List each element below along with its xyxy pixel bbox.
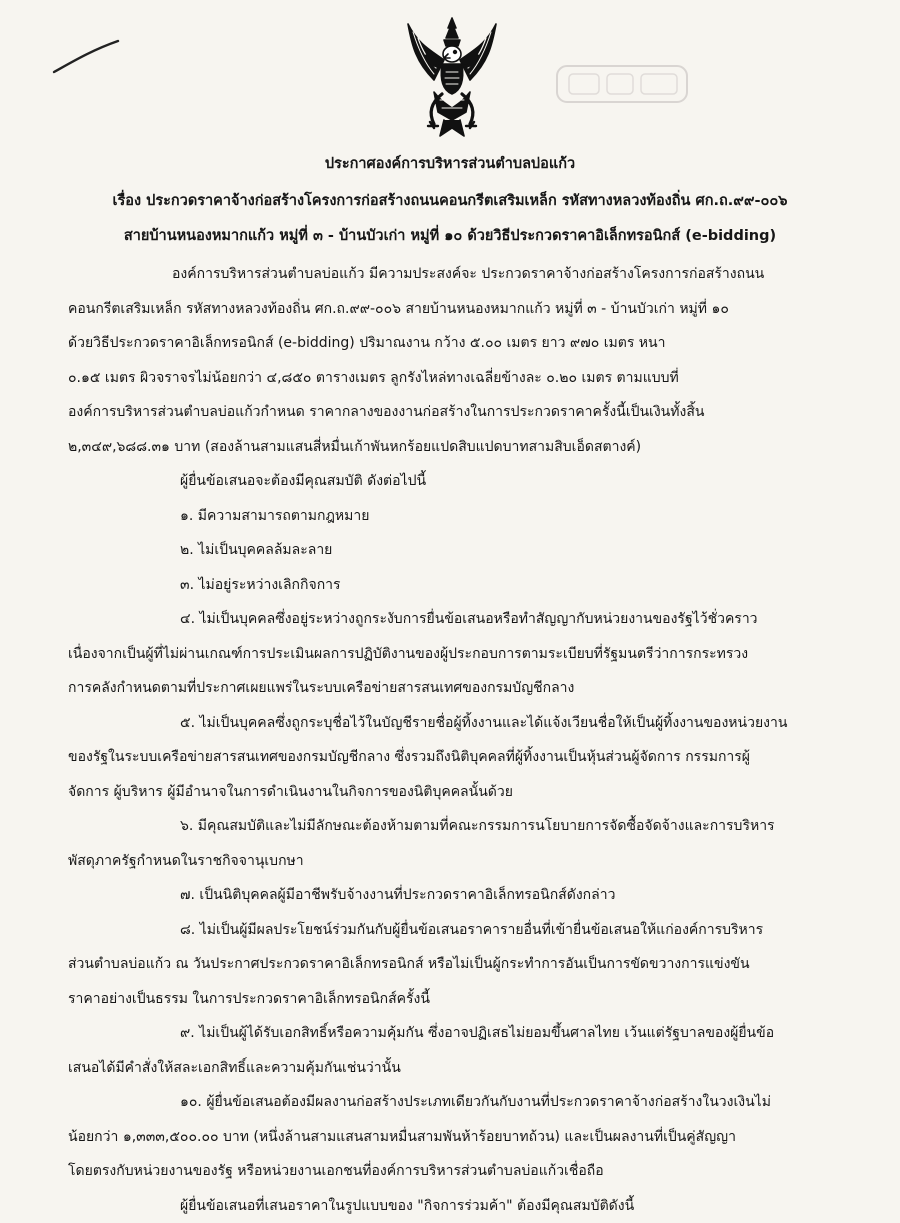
qualification-item-8-line-2: ส่วนตำบลบ่อแก้ว ณ วันประกาศประกวดราคาอิเล็กทรอนิกส์ หรือไม่เป็นผู้กระทำการอันเป็นการขัดขวางการแข่งขัน [68, 947, 832, 982]
subject-line-2-wrap [60, 224, 840, 247]
qualification-item-8-line-1: ๘. ไม่เป็นผู้มีผลประโยชน์ร่วมกันกับผู้ยื่นข้อเสนอราคารายอื่นที่เข้ายื่นข้อเสนอให้แก่องค์การบริหาร [68, 913, 832, 948]
qualification-item-10-line-3: โดยตรงกับหน่วยงานของรัฐ หรือหน่วยงานเอกชนที่องค์การบริหารส่วนตำบลบ่อแก้วเชื่อถือ [68, 1154, 832, 1189]
qualification-item-4-line-3: การคลังกำหนดตามที่ประกาศเผยแพร่ในระบบเครือข่ายสารสนเทศของกรมบัญชีกลาง [68, 671, 832, 706]
org-announcement-title: ประกาศองค์การบริหารส่วนตำบลบ่อแก้ว [60, 152, 840, 175]
joint-venture-heading: ผู้ยื่นข้อเสนอที่เสนอราคาในรูปแบบของ "กิจการร่วมค้า" ต้องมีคุณสมบัติดังนี้ [68, 1189, 832, 1223]
intro-line-3: ด้วยวิธีประกวดราคาอิเล็กทรอนิกส์ (e-bidding) ปริมาณงาน กว้าง ๕.๐๐ เมตร ยาว ๙๗๐ เมตร หนา [68, 326, 832, 361]
intro-line-1: องค์การบริหารส่วนตำบลบ่อแก้ว มีความประสงค์จะ ประกวดราคาจ้างก่อสร้างโครงการก่อสร้างถนน [68, 257, 832, 292]
qualification-item-5-line-3: จัดการ ผู้บริหาร ผู้มีอำนาจในการดำเนินงานในกิจการของนิติบุคคลนั้นด้วย [68, 775, 832, 810]
qualification-item-10-line-2: น้อยกว่า ๑,๓๓๓,๕๐๐.๐๐ บาท (หนึ่งล้านสามแสนสามหมื่นสามพันห้าร้อยบาทถ้วน) และเป็นผลงานที่เป็นคู่สัญญา [68, 1120, 832, 1155]
qualification-item-3: ๓. ไม่อยู่ระหว่างเลิกกิจการ [68, 568, 832, 603]
qualification-item-4-line-1: ๔. ไม่เป็นบุคคลซึ่งอยู่ระหว่างถูกระงับการยื่นข้อเสนอหรือทำสัญญากับหน่วยงานของรัฐไว้ชั่วคราว [68, 602, 832, 637]
intro-line-2: คอนกรีตเสริมเหล็ก รหัสทางหลวงท้องถิ่น ศก.ถ.๙๙-๐๐๖ สายบ้านหนองหมากแก้ว หมู่ที่ ๓ - บ้านบัวเก่า หมู่ที่ ๑๐ [68, 292, 832, 327]
subject-line-1-wrap [60, 189, 840, 212]
qualification-item-6-line-1: ๖. มีคุณสมบัติและไม่มีลักษณะต้องห้ามตามที่คณะกรรมการนโยบายการจัดซื้อจัดจ้างและการบริหาร [68, 809, 832, 844]
qualification-item-2: ๒. ไม่เป็นบุคคลล้มละลาย [68, 533, 832, 568]
qualification-item-1: ๑. มีความสามารถตามกฎหมาย [68, 499, 832, 534]
qualification-item-6-line-2: พัสดุภาครัฐกำหนดในราชกิจจานุเบกษา [68, 844, 832, 879]
garuda-emblem-icon [404, 16, 500, 142]
announcement-body [68, 257, 832, 1223]
qualification-item-9-line-1: ๙. ไม่เป็นผู้ได้รับเอกสิทธิ์หรือความคุ้มกัน ซึ่งอาจปฏิเสธไม่ยอมขึ้นศาลไทย เว้นแต่รัฐบาลของผู้ยื่นข้อ [68, 1016, 832, 1051]
intro-line-6: ๒,๓๔๙,๖๘๘.๓๑ บาท (สองล้านสามแสนสี่หมื่นเก้าพันหกร้อยแปดสิบแปดบาทสามสิบเอ็ดสตางค์) [68, 430, 832, 465]
qualification-item-5-line-1: ๕. ไม่เป็นบุคคลซึ่งถูกระบุชื่อไว้ในบัญชีรายชื่อผู้ทิ้งงานและได้แจ้งเวียนชื่อให้เป็นผู้ทิ้งงานของหน่วยงาน [68, 706, 832, 741]
qualification-item-4-line-2: เนื่องจากเป็นผู้ที่ไม่ผ่านเกณฑ์การประเมินผลการปฏิบัติงานของผู้ประกอบการตามระเบียบที่รัฐมนตรีว่าการกระทรวง [68, 637, 832, 672]
qualification-item-10-line-1: ๑๐. ผู้ยื่นข้อเสนอต้องมีผลงานก่อสร้างประเภทเดียวกันกับงานที่ประกวดราคาจ้างก่อสร้างในวงเงินไม่ [68, 1085, 832, 1120]
qualification-item-7: ๗. เป็นนิติบุคคลผู้มีอาชีพรับจ้างงานที่ประกวดราคาอิเล็กทรอนิกส์ดังกล่าว [68, 878, 832, 913]
intro-line-4: ๐.๑๕ เมตร ผิวจราจรไม่น้อยกว่า ๔,๘๕๐ ตารางเมตร ลูกรังไหล่ทางเฉลี่ยข้างละ ๐.๒๐ เมตร ตามแบบที่ [68, 361, 832, 396]
announcement-header [60, 152, 840, 175]
qualification-item-9-line-2: เสนอได้มีคำสั่งให้สละเอกสิทธิ์และความคุ้มกันเช่นว่านั้น [68, 1051, 832, 1086]
subject-line-1: เรื่อง ประกวดราคาจ้างก่อสร้างโครงการก่อสร้างถนนคอนกรีตเสริมเหล็ก รหัสทางหลวงท้องถิ่น ศก.ถ.๙๙-๐๐๖ [60, 189, 840, 212]
faded-stamp-mark [553, 60, 693, 110]
qualification-item-5-line-2: ของรัฐในระบบเครือข่ายสารสนเทศของกรมบัญชีกลาง ซึ่งรวมถึงนิติบุคคลที่ผู้ทิ้งงานเป็นหุ้นส่วนผู้จัดการ กรรมการผู้ [68, 740, 832, 775]
qualification-heading: ผู้ยื่นข้อเสนอจะต้องมีคุณสมบัติ ดังต่อไปนี้ [68, 464, 832, 499]
qualification-item-8-line-3: ราคาอย่างเป็นธรรม ในการประกวดราคาอิเล็กทรอนิกส์ครั้งนี้ [68, 982, 832, 1017]
intro-line-5: องค์การบริหารส่วนตำบลบ่อแก้วกำหนด ราคากลางของงานก่อสร้างในการประกวดราคาครั้งนี้เป็นเงินทั้งสิ้น [68, 395, 832, 430]
pen-stroke-mark [52, 38, 122, 78]
subject-line-2: สายบ้านหนองหมากแก้ว หมู่ที่ ๓ - บ้านบัวเก่า หมู่ที่ ๑๐ ด้วยวิธีประกวดราคาอิเล็กทรอนิกส์ (e-bidding) [60, 224, 840, 247]
